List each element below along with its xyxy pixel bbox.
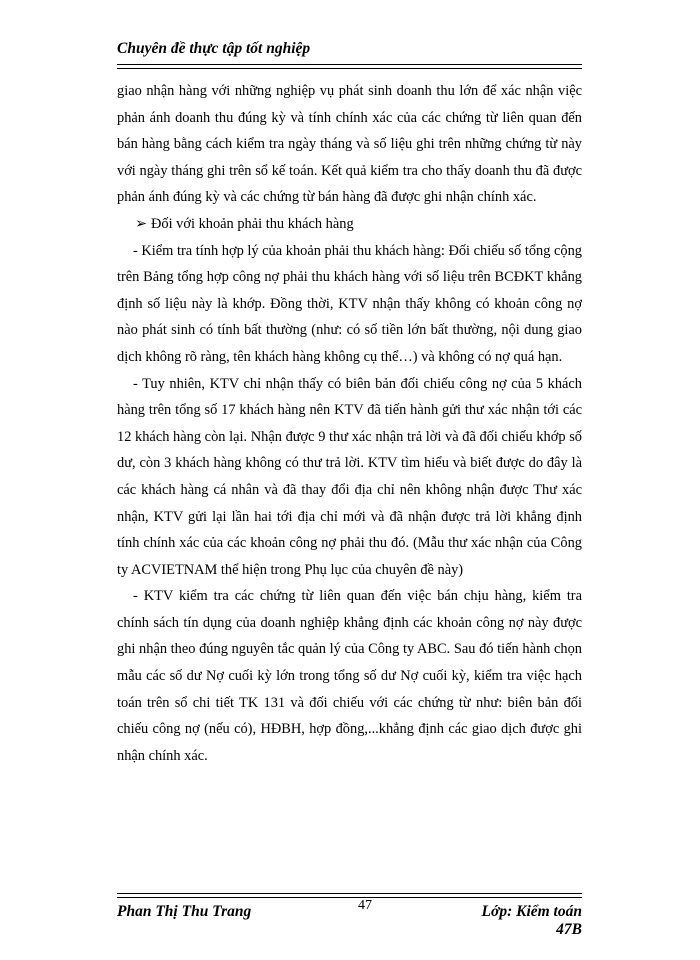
page-number: 47 (358, 898, 372, 913)
paragraph-confirmation-letters: - Tuy nhiên, KTV chỉ nhận thấy có biên bản đối chiếu công nợ của 5 khách hàng trên tổng số 17 khách hàng nên KTV đã tiến hành gửi thư xác nhận tới các 12 khách hàng còn lại. Nhận được 9 thư xác nhận trả lời và đã đối chiếu khớp số dư, còn 3 khách hàng không có thư trả lời. KTV tìm hiểu và biết được do đây là các khách hàng cá nhân và đã thay đổi địa chỉ nên không nhận được Thư xác nhận, KTV gửi lại lần hai tới địa chỉ mới và đã nhận được trả lời khẳng định tính chính xác của các khoản công nợ phải thu đó. (Mẫu thư xác nhận của Công ty ACVIETNAM thể hiện trong Phụ lục của chuyên đề này) (117, 375, 582, 578)
footer-author: Phan Thị Thu Trang (117, 903, 252, 920)
paragraph-reasonableness-check: - Kiểm tra tính hợp lý của khoản phải thu khách hàng: Đối chiếu số tổng cộng trên Bảng tổng hợp công nợ phải thu khách hàng với số liệu trên BCĐKT khẳng định số liệu này là khớp. Đồng thời, KTV nhận thấy không có khoản công nợ nào phát sinh có tính bất thường (như: có số tiền lớn bất thường, nội dung giao dịch không rõ ràng, tên khách hàng không cụ thể…) và không có nợ quá hạn. (117, 242, 582, 365)
paragraph-revenue-conclusion: giao nhận hàng với những nghiệp vụ phát sinh doanh thu lớn để xác nhận việc phản ánh doanh thu đúng kỳ và tính chính xác của các chứng từ liên quan đến bán hàng bằng cách kiểm tra ngày tháng và số liệu ghi trên những chứng từ này với ngày tháng ghi trên sổ kế toán. Kết quả kiểm tra cho thấy doanh thu đã được phản ánh đúng kỳ và các chứng từ bán hàng đã được ghi nhận chính xác. (117, 83, 582, 206)
document-body (117, 78, 582, 769)
footer-class-label: Lớp: Kiểm toán 47B (481, 903, 582, 938)
paragraph-credit-sales-check: - KTV kiểm tra các chứng từ liên quan đến việc bán chịu hàng, kiểm tra chính sách tín dụng của doanh nghiệp khẳng định các khoản công nợ này được ghi nhận theo đúng nguyên tắc quản lý của Công ty ABC. Sau đó tiến hành chọn mẫu các số dư Nợ cuối kỳ lớn trong tổng số dư Nợ cuối kỳ, kiểm tra việc hạch toán trên sổ chi tiết TK 131 và đối chiếu với các chứng từ như: biên bản đối chiếu công nợ (nếu có), HĐBH, hợp đồng,...khẳng định các giao dịch được ghi nhận chính xác. (117, 588, 582, 764)
arrow-bullet-icon: ➢ (135, 215, 148, 232)
section-heading-text: Đối với khoản phải thu khách hàng (151, 215, 354, 232)
footer-divider (117, 893, 582, 898)
section-heading-receivables (117, 211, 582, 238)
page-header-title: Chuyên đề thực tập tốt nghiệp (117, 40, 311, 57)
header-divider (117, 64, 582, 69)
